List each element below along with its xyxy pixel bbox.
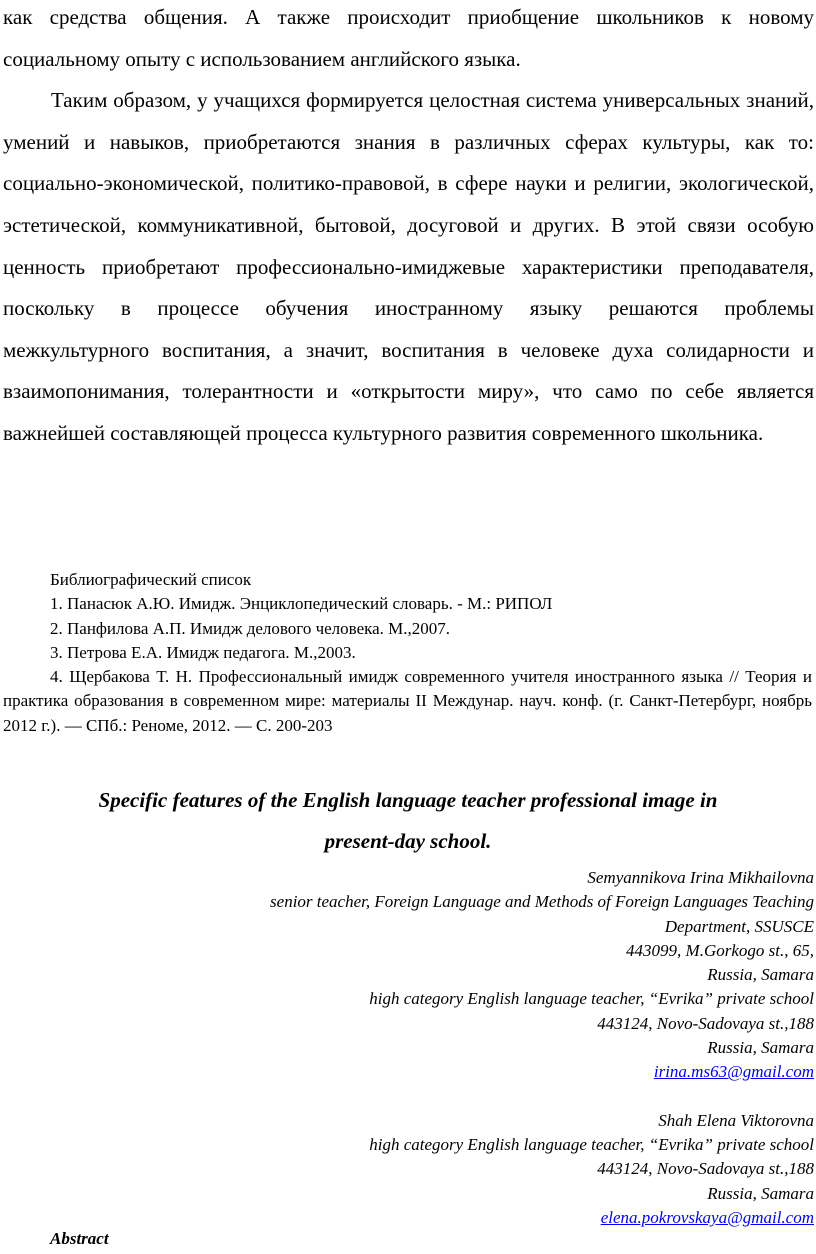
author1-address: 443099, M.Gorkogo st., 65, [626,940,814,960]
abstract-heading: Abstract [50,1229,109,1248]
author1-city-2: Russia, Samara [707,1038,814,1058]
paragraph-main: Таким образом, у учащихся формируется целостная система универсальных знаний, умений и навыков, приобретаются знания в различных сферах культуры, как то: социально-экономической, политико-правовой, в сфере науки и религии, экологической, эстетической, коммуникативной, бытовой, досуговой и других. В этой связи особую ценность приобретают профессионально-имиджевые характеристики преподавателя, поскольку в процессе обучения иностранному языку решаются проблемы межкультурного воспитания, а значит, воспитания в человеке духа солидарности и взаимопонимания, толерантности и «открытости миру», что само по себе является важнейшей составляющей процесса культурного развития современного школьника. [3,88,814,445]
author2-address: 443124, Novo-Sadovaya st.,188 [597,1159,814,1179]
author2-position: high category English language teacher, “Evrika” private school [369,1134,814,1154]
spacer [54,1085,814,1109]
bibliography-heading: Библиографический список [50,570,252,589]
author1-email-link[interactable]: irina.ms63@gmail.com [653,1062,814,1082]
author1-name: Semyannikova Irina Mikhailovna [587,868,814,887]
bibliography-item: 3. Петрова Е.А. Имидж педагога. М.,2003. [50,642,356,662]
author1-address-2: 443124, Novo-Sadovaya st.,188 [597,1013,814,1033]
author1-city: Russia, Samara [707,965,814,985]
article-title-line-2: present-day school. [324,829,492,853]
body-text [0,0,816,455]
author1-department: Department, SSUSCE [664,916,814,936]
author2-email-link[interactable]: elena.pokrovskaya@gmail.com [600,1207,814,1227]
bibliography-item: 2. Панфилова А.П. Имидж делового человека. М.,2007. [50,618,451,638]
bibliography-item: 1. Панасюк А.Ю. Имидж. Энциклопедический словарь. - М.: РИПОЛ [50,594,553,614]
author2-city: Russia, Samara [707,1183,814,1203]
author1-position-2: high category English language teacher, “Evrika” private school [369,989,814,1009]
author2-name: Shah Elena Viktorovna [658,1110,814,1130]
author1-position: senior teacher, Foreign Language and Methods of Foreign Languages Teaching [270,892,814,912]
bibliography-item: 4. Щербакова Т. Н. Профессиональный имидж современного учителя иностранного языка // Теория и практика образования в современном мире: материалы II Междунар. науч. конф. (г. Санкт-Петербург, ноябрь 2012 г.). — СПб.: Реноме, 2012. — С. 200-203 [3,667,812,735]
article-title-line-1: Specific features of the English language teacher professional image in [98,788,718,812]
article-title [0,780,816,862]
bibliography [0,568,812,738]
paragraph-continuation: как средства общения. А также происходит приобщение школьников к новому социальному опыту с использованием английского языка. [3,5,814,71]
author-info [54,866,814,1230]
